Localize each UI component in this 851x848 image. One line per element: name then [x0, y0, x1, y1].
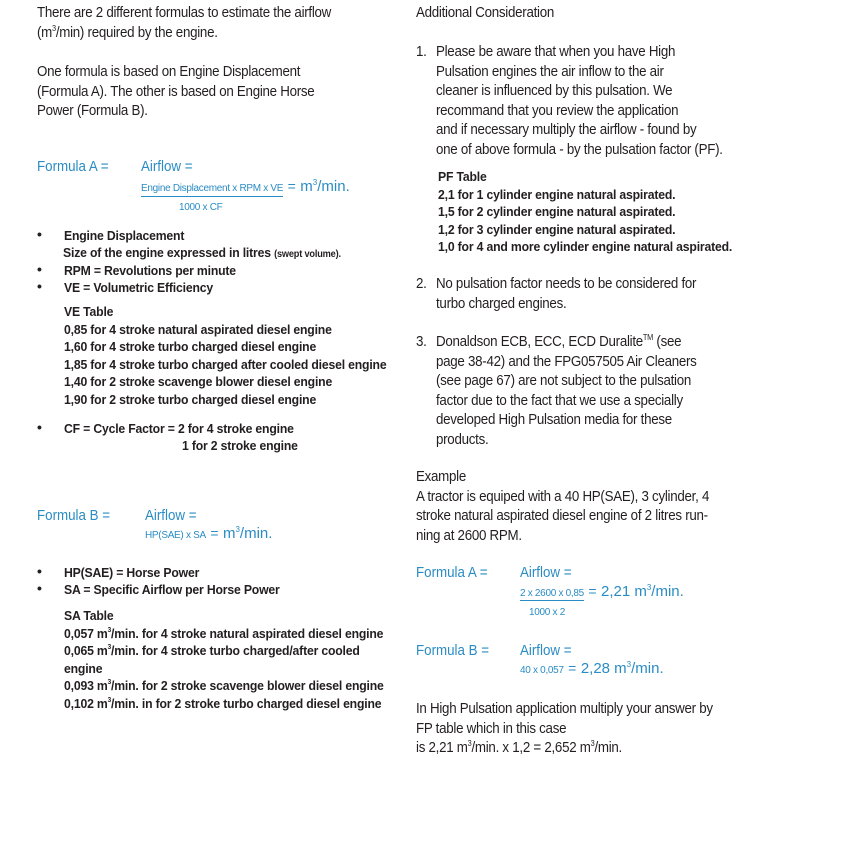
ve-table-title: VE Table [64, 304, 114, 319]
pf-table [438, 168, 732, 256]
unit-min: /min. [651, 583, 684, 600]
additional-consideration-heading: Additional Consideration [416, 5, 554, 21]
formula-b-airflow: Airflow = [145, 508, 197, 524]
unit-m: m [222, 525, 236, 542]
intro-line-1: There are 2 different formulas to estimate the airflow [37, 5, 332, 21]
sa-table-row [64, 642, 384, 660]
sa-value: 0,057 m [64, 625, 108, 641]
example-formula-a-airflow: Airflow = [520, 565, 572, 581]
superscript: 3 [52, 23, 56, 33]
description-line: One formula is based on Engine Displacement [37, 64, 301, 80]
formulas-description [37, 63, 314, 122]
item-1-number: 1. [416, 44, 427, 60]
formula-a-label: Formula A = [37, 159, 109, 175]
pf-table-title: PF Table [438, 169, 487, 184]
sa-table-row [64, 677, 384, 695]
formula-a-airflow: Airflow = [141, 159, 193, 175]
sa-value: 0,065 m [64, 643, 108, 658]
example-line: stroke natural aspirated diesel engine of 2 litres run- [416, 508, 708, 524]
conclusion-text: is 2,21 m [416, 740, 468, 756]
example-formula-a-fraction [520, 583, 684, 601]
pf-table-row: 1,5 for 2 cylinder engine natural aspirated. [438, 204, 676, 219]
bullet-sa: SA = Specific Airflow per Horse Power [64, 582, 280, 597]
sa-desc: /min. in for 2 stroke turbo charged diesel engine [111, 695, 382, 711]
superscript: 3 [467, 739, 472, 748]
intro-paragraph [37, 4, 331, 43]
formula-a-denominator: 1000 x CF [179, 202, 223, 213]
ve-table-row: 1,85 for 4 stroke turbo charged after cooled diesel engine [64, 356, 387, 372]
superscript: 3 [590, 739, 595, 748]
example-title: Example [416, 469, 466, 485]
conclusion-text: /min. [594, 740, 622, 756]
example-formula-b-expression [520, 660, 664, 678]
example-a-denominator: 1000 x 2 [529, 607, 565, 618]
item-line: No pulsation factor needs to be considered for [436, 276, 697, 292]
example-formula-b-label: Formula B = [416, 643, 490, 659]
equals-sign: = [588, 583, 597, 599]
item-text: (see [653, 334, 682, 350]
bullet-engine-displacement-desc [63, 244, 341, 264]
sa-table [64, 607, 384, 712]
example-b-result: 2,28 m [580, 660, 627, 677]
sa-table-row [64, 695, 384, 713]
item-line: and if necessary multiply the airflow - found by [436, 122, 697, 138]
conclusion-text: /min. x 1,2 = 2,652 m [471, 740, 591, 756]
bullet-icon: • [37, 580, 42, 596]
conclusion-line: FP table which in this case [416, 720, 567, 737]
formula-b-expr: HP(SAE) x SA [145, 530, 206, 541]
equals-sign: = [568, 660, 577, 676]
intro-text: /min) required by the engine. [55, 24, 218, 41]
cf-line-2: 1 for 2 stroke engine [182, 438, 298, 453]
trademark-superscript: TM [642, 333, 654, 342]
ve-table-row: 1,60 for 4 stroke turbo charged diesel engine [64, 339, 317, 354]
item-line: developed High Pulsation media for these [436, 412, 672, 428]
conclusion-block [416, 700, 713, 759]
unit-min: /min. [631, 660, 664, 677]
ve-table [64, 303, 386, 408]
bullet-rpm: RPM = Revolutions per minute [64, 263, 236, 278]
item-line: products. [436, 431, 489, 448]
example-a-result: 2,21 m [600, 583, 647, 600]
pf-table-row: 1,2 for 3 cylinder engine natural aspirated. [438, 221, 676, 237]
desc-text: Size of the engine expressed in litres [63, 245, 271, 260]
item-line: one of above formula - by the pulsation factor (PF). [436, 141, 723, 158]
example-b-expr: 40 x 0,057 [520, 665, 564, 676]
item-text: Donaldson ECB, ECC, ECD Duralite [436, 334, 643, 350]
ve-table-row: 0,85 for 4 stroke natural aspirated diesel engine [64, 321, 332, 337]
sa-value: 0,102 m [64, 695, 108, 711]
sa-desc: /min. for 2 stroke scavenge blower diesel engine [111, 678, 384, 693]
superscript: 3 [107, 626, 112, 634]
bullet-icon: • [37, 261, 42, 277]
sa-desc: engine [64, 660, 103, 676]
unit-min: /min. [317, 178, 350, 195]
bullet-icon: • [37, 226, 42, 242]
superscript: 3 [626, 660, 632, 669]
pf-table-row: 2,1 for 1 cylinder engine natural aspirated. [438, 186, 676, 202]
bullet-ve: VE = Volumetric Efficiency [64, 280, 213, 295]
sa-desc: /min. for 4 stroke natural aspirated diesel engine [111, 625, 384, 641]
example-block [416, 468, 709, 546]
item-line: Pulsation engines the air inflow to the air [436, 63, 664, 80]
item-line: cleaner is influenced by this pulsation. We [436, 83, 673, 99]
example-line: ning at 2600 RPM. [416, 527, 522, 544]
formula-a-fraction [141, 178, 350, 197]
conclusion-line [416, 739, 713, 759]
example-formula-a-label: Formula A = [416, 565, 488, 581]
bullet-icon: • [37, 419, 42, 435]
item-line: recommand that you review the application [436, 102, 679, 119]
item-line: factor due to the fact that we use a specially [436, 392, 683, 409]
unit-m: m [300, 178, 313, 195]
formula-b-expression [145, 525, 272, 543]
bullet-hp: HP(SAE) = Horse Power [64, 565, 200, 580]
superscript: 3 [107, 679, 112, 686]
item-2-text [436, 275, 696, 314]
pf-table-row: 1,0 for 4 and more cylinder engine natural aspirated. [438, 239, 733, 254]
cf-line-1: CF = Cycle Factor = 2 for 4 stroke engine [64, 421, 294, 436]
equals-sign: = [287, 178, 296, 194]
sa-table-title: SA Table [64, 608, 114, 623]
equals-sign: = [210, 525, 219, 541]
item-line: turbo charged engines. [436, 295, 567, 312]
formula-b-label: Formula B = [37, 508, 111, 524]
example-line: A tractor is equiped with a 40 HP(SAE), 3 cylinder, 4 [416, 488, 710, 505]
bullet-icon: • [37, 563, 42, 579]
item-3-number: 3. [416, 334, 427, 350]
unit-text: (m [37, 24, 53, 41]
item-3-text [436, 333, 697, 450]
superscript: 3 [312, 178, 318, 187]
bullet-engine-displacement: Engine Displacement [64, 228, 185, 243]
item-1-text [436, 43, 723, 160]
superscript: 3 [646, 583, 652, 592]
desc-small-text: (swept volume). [274, 249, 341, 260]
item-line: Please be aware that when you have High [436, 44, 676, 60]
item-2-number: 2. [416, 276, 427, 292]
ve-table-row: 1,90 for 2 stroke turbo charged diesel engine [64, 391, 317, 407]
ve-table-row: 1,40 for 2 stroke scavenge blower diesel engine [64, 374, 333, 389]
sa-desc: /min. for 4 stroke turbo charged/after cooled [111, 643, 360, 658]
intro-line-2 [37, 24, 331, 44]
item-line: page 38-42) and the FPG057505 Air Cleaners [436, 353, 697, 370]
item-line [436, 333, 697, 353]
superscript: 3 [107, 644, 112, 651]
sa-value: 0,093 m [64, 678, 108, 693]
conclusion-line: In High Pulsation application multiply your answer by [416, 701, 713, 717]
bullet-icon: • [37, 278, 42, 294]
sa-table-row [64, 660, 384, 678]
example-formula-b-airflow: Airflow = [520, 643, 572, 659]
description-line: Power (Formula B). [37, 103, 148, 119]
item-line: (see page 67) are not subject to the pulsation [436, 373, 692, 389]
formula-a-numerator: Engine Displacement x RPM x VE [141, 182, 283, 197]
description-line: (Formula A). The other is based on Engine Horse [37, 83, 315, 100]
sa-table-row [64, 625, 384, 643]
superscript: 3 [107, 696, 112, 704]
superscript: 3 [235, 525, 240, 534]
unit-min: /min. [239, 525, 273, 542]
example-a-numerator: 2 x 2600 x 0,85 [520, 588, 584, 599]
